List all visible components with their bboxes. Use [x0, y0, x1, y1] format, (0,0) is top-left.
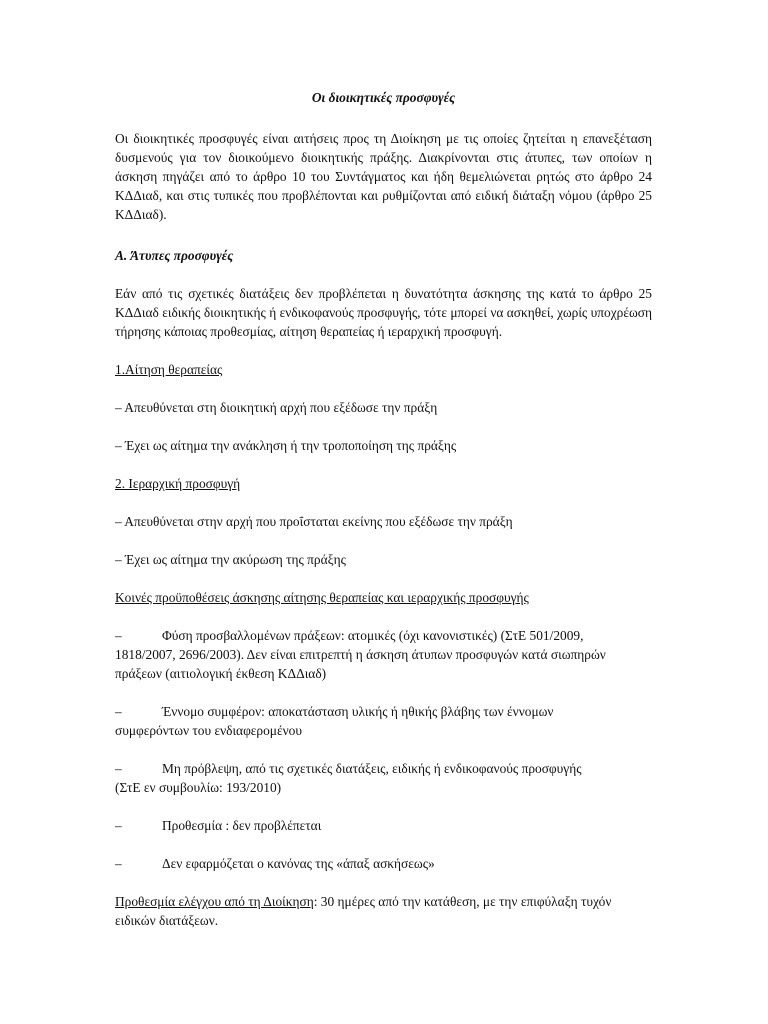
document-page: [115, 88, 652, 930]
therapy-heading-text: 1.Αίτηση θεραπείας: [115, 362, 223, 377]
condition-first-line: Έννομο συμφέρον: αποκατάσταση υλικής ή ηθικής βλάβης των έννομων: [162, 704, 554, 719]
condition-first-line: Μη πρόβλεψη, από τις σχετικές διατάξεις, ειδικής ή ενδικοφανούς προσφυγής: [162, 761, 582, 776]
common-heading-text: Κοινές προϋποθέσεις άσκησης αίτησης θεραπείας και ιεραρχικής προσφυγής: [115, 590, 529, 605]
condition-first-line: Φύση προσβαλλομένων πράξεων: ατομικές (όχι κανονιστικές) (ΣτΕ 501/2009,: [162, 628, 584, 643]
document-title: Οι διοικητικές προσφυγές: [311, 90, 456, 105]
condition-dash: –: [115, 818, 122, 833]
common-heading: [115, 588, 652, 607]
condition-first-line: Προθεσμία : δεν προβλέπεται: [162, 818, 322, 833]
condition-item-2: [115, 702, 652, 740]
hierarchical-item-2: – Έχει ως αίτημα την ακύρωση της πράξης: [115, 552, 346, 567]
hierarchical-item-1: – Απευθύνεται στην αρχή που προΐσταται εκείνης που εξέδωσε την πράξη: [115, 514, 513, 529]
condition-dash: –: [115, 628, 122, 643]
condition-first-line: Δεν εφαρμόζεται ο κανόνας της «άπαξ ασκήσεως»: [162, 856, 435, 871]
intro-paragraph: Οι διοικητικές προσφυγές είναι αιτήσεις προς τη Διοίκηση με τις οποίες ζητείται η επανεξέταση δυσμενούς για τον διοικούμενο διοικητικής πράξης. Διακρίνονται στις άτυπες, των οποίων η άσκηση πηγάζει από το άρθρο 10 του Συντάγματος και ήδη θεμελιώνεται ρητώς στο άρθρο 24 ΚΔΔιαδ, και στις τυπικές που προβλέπονται και ρυθμίζονται από ειδική διάταξη νόμου (άρθρο 25 ΚΔΔιαδ).: [115, 131, 652, 222]
condition-item-3: [115, 759, 652, 797]
condition-continuation: 1818/2007, 2696/2003). Δεν είναι επιτρεπτή η άσκηση άτυπων προσφυγών κατά σιωπηρών πράξεων (αιτιολογική έκθεση ΚΔΔιαδ): [115, 647, 606, 681]
condition-item-1: [115, 626, 652, 683]
condition-dash: –: [115, 704, 122, 719]
therapy-item-1: – Απευθύνεται στη διοικητική αρχή που εξέδωσε την πράξη: [115, 400, 438, 415]
hierarchical-heading: [115, 474, 652, 493]
condition-continuation: (ΣτΕ εν συμβουλίω: 193/2010): [115, 780, 282, 795]
hierarchical-heading-text: 2. Ιεραρχική προσφυγή: [115, 476, 241, 491]
condition-dash: –: [115, 761, 122, 776]
therapy-item-2: – Έχει ως αίτημα την ανάκληση ή την τροποποίηση της πράξης: [115, 438, 457, 453]
condition-continuation: συμφερόντων του ενδιαφερομένου: [115, 723, 302, 738]
deadline-label: Προθεσμία ελέγχου από τη Διοίκηση: [115, 894, 314, 909]
condition-item-4: [115, 816, 652, 835]
deadline-text: : 30 ημέρες από την κατάθεση, με την επιφύλαξη τυχόν ειδικών διατάξεων.: [115, 894, 612, 928]
section-a-heading: Α. Άτυπες προσφυγές: [115, 248, 234, 263]
condition-dash: –: [115, 856, 122, 871]
section-a-paragraph: Εάν από τις σχετικές διατάξεις δεν προβλέπεται η δυνατότητα άσκησης της κατά το άρθρο 25 ΚΔΔιαδ ειδικής διοικητικής ή ενδικοφανούς προσφυγής, τότε μπορεί να ασκηθεί, χωρίς υποχρέωση τήρησης κάποιας προθεσμίας, αίτηση θεραπείας ή ιεραρχική προσφυγή.: [115, 286, 652, 339]
therapy-heading: [115, 360, 652, 379]
condition-item-5: [115, 854, 652, 873]
deadline-paragraph: [115, 892, 652, 930]
